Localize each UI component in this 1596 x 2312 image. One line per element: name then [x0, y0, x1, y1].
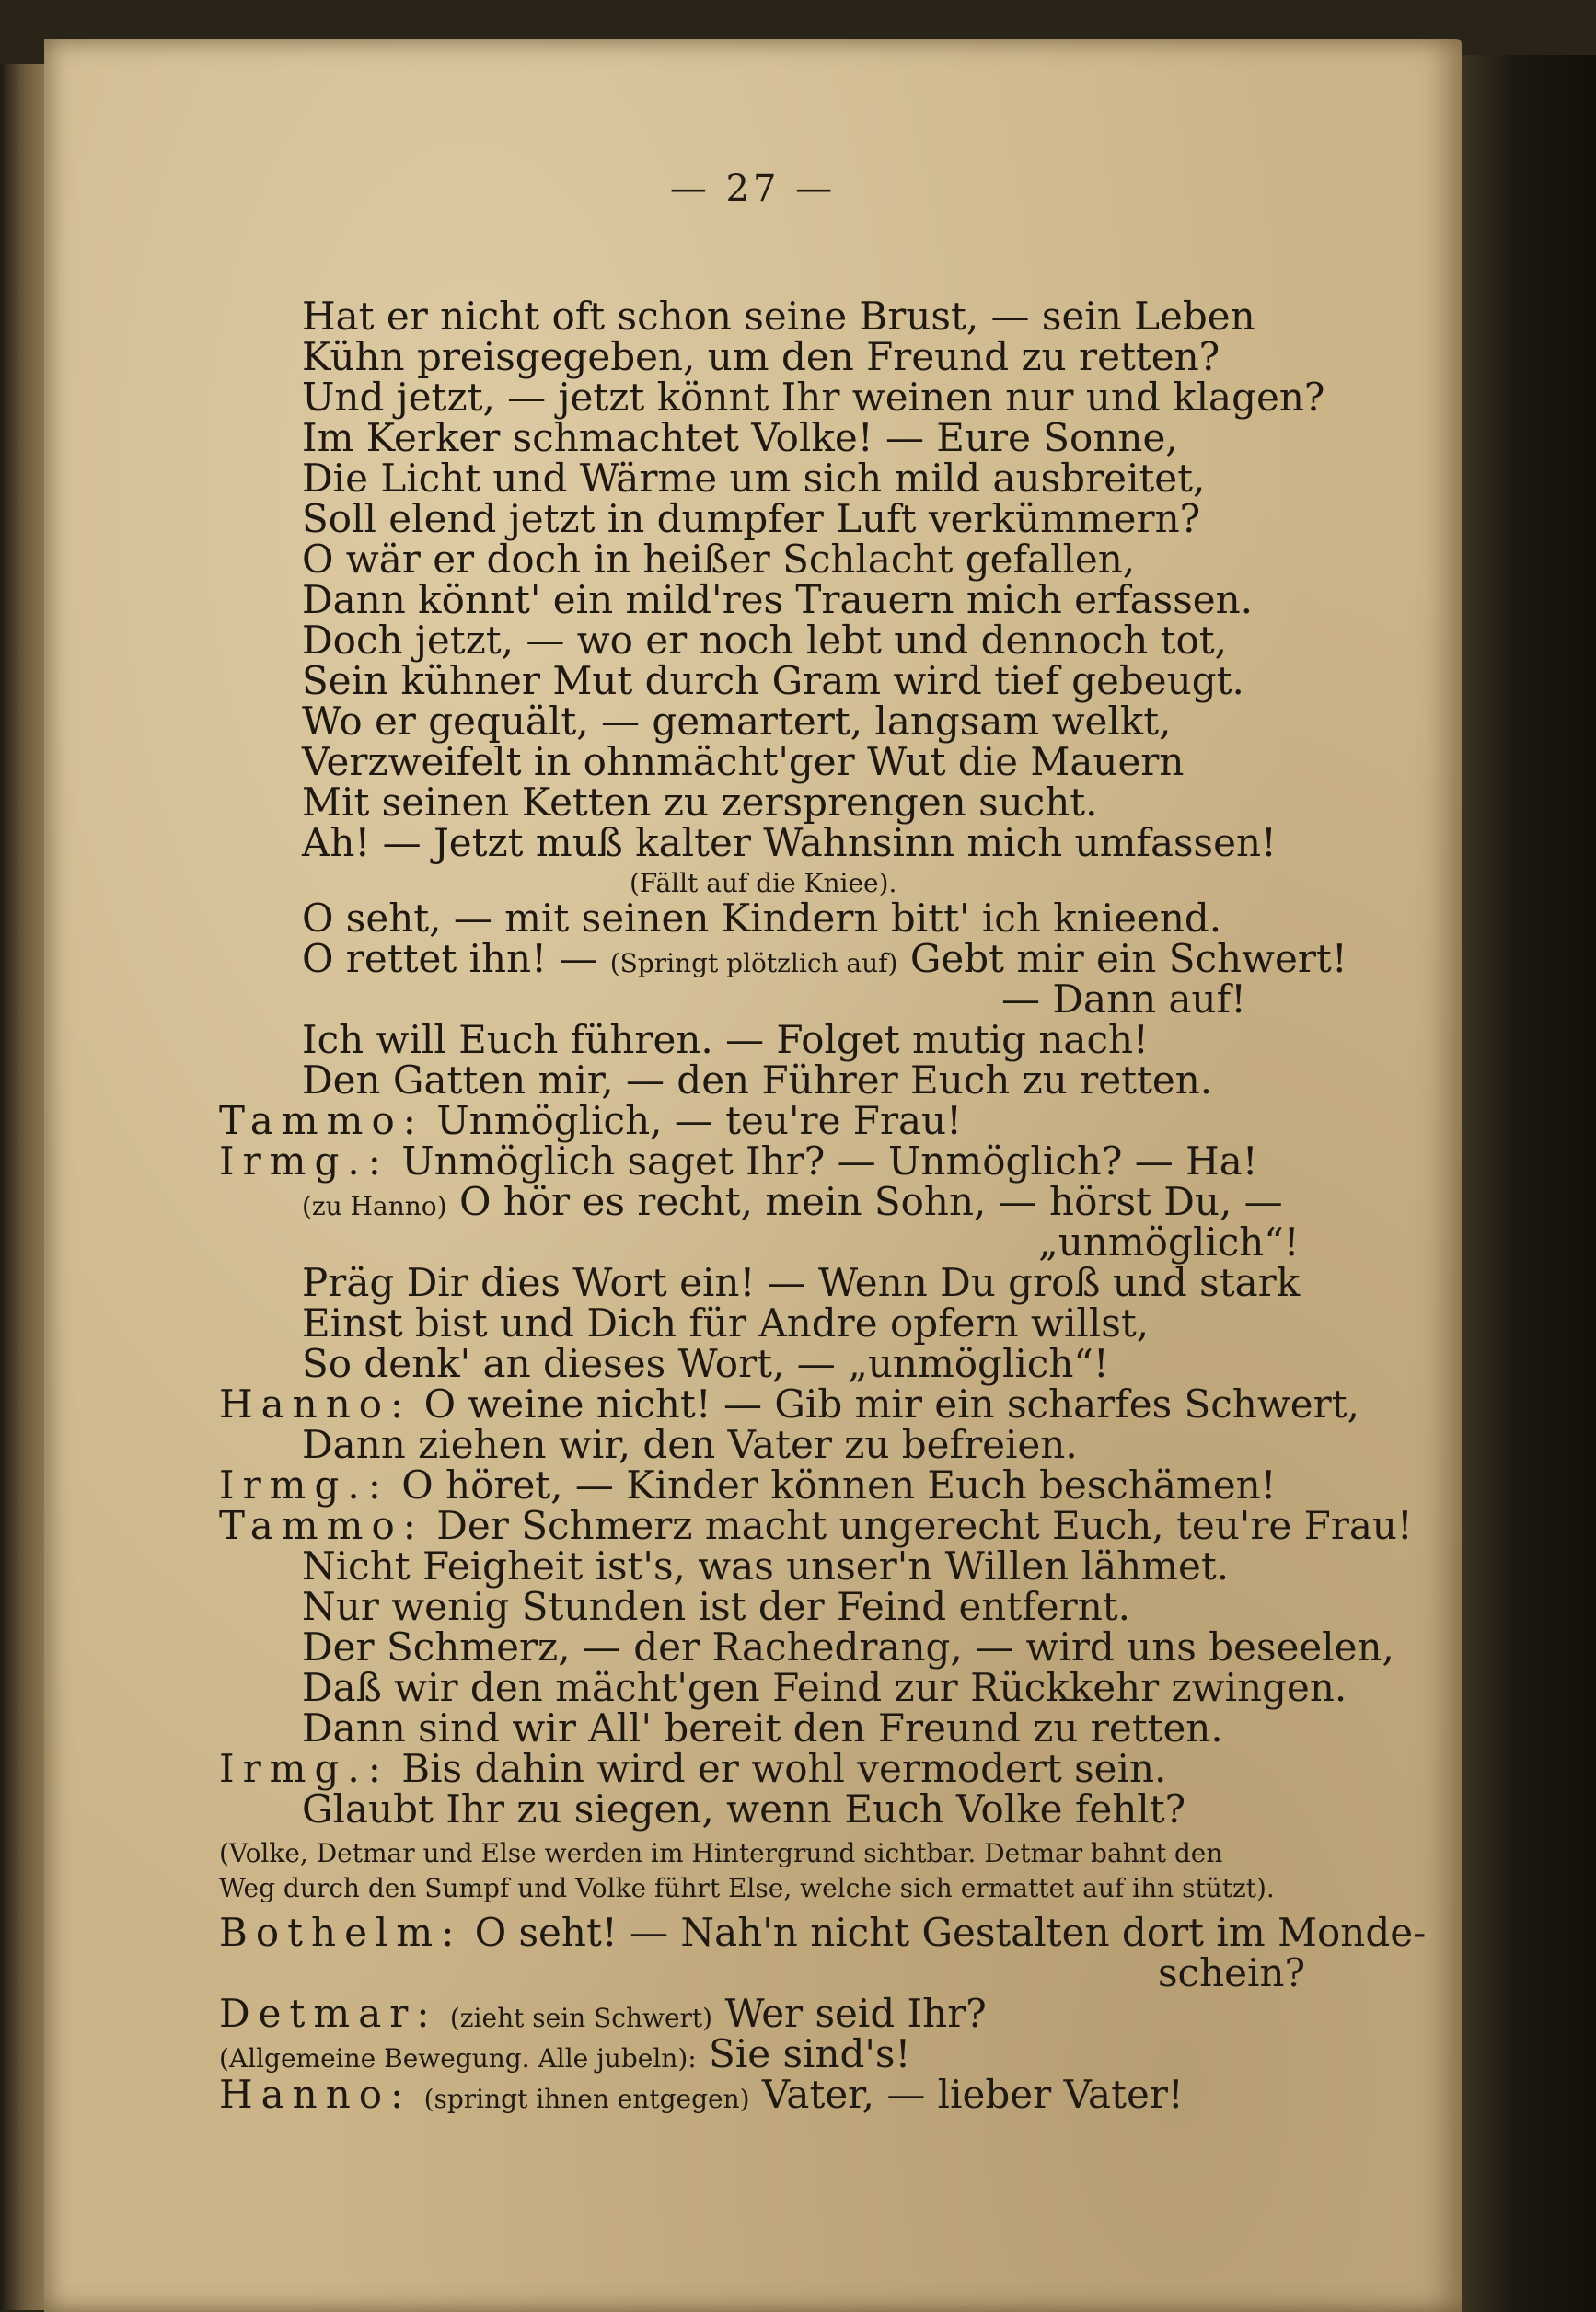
speaker-name: Irmg.: [219, 1139, 389, 1184]
verse-text: Wer seid Ihr? [724, 1991, 987, 2036]
speaker-name: Detmar: [219, 1991, 438, 2036]
verse-line: Hat er nicht oft schon seine Brust, — sein Leben [302, 294, 1255, 339]
speaker-name: Tammo: [219, 1098, 424, 1143]
verse-line: „unmöglich“! [1038, 1220, 1300, 1265]
page-number: — 27 — [669, 168, 837, 210]
dialogue-line [219, 1382, 1359, 1427]
dialogue-line [219, 1504, 1413, 1548]
verse-text: Sie sind's! [709, 2031, 911, 2076]
verse-line: schein? [1158, 1950, 1305, 1995]
verse-line: Mit seinen Ketten zu zersprengen sucht. [302, 780, 1098, 825]
verse-line: Sein kühner Mut durch Gram wird tief gebeugt. [302, 658, 1244, 703]
verse-text: Unmöglich, — teu're Frau! [436, 1098, 962, 1143]
dialogue-line [219, 1911, 1426, 1955]
verse-text: O hör es recht, mein Sohn, — hörst Du, — [458, 1179, 1283, 1224]
verse-line: Dann sind wir All' bereit den Freund zu retten. [302, 1705, 1223, 1751]
verse-line: O seht, — mit seinen Kindern bitt' ich knieend. [302, 896, 1222, 941]
verse-line: So denk' an dieses Wort, — „unmöglich“! [302, 1341, 1109, 1386]
dialogue-line [219, 1747, 1166, 1791]
book-page [44, 39, 1462, 2312]
verse-line: Kühn preisgegeben, um den Freund zu retten? [302, 334, 1220, 379]
speaker-name: Irmg.: [219, 1462, 389, 1508]
verse-text: Der Schmerz macht ungerecht Euch, teu're Frau! [436, 1503, 1413, 1548]
stage-direction: (Volke, Detmar und Else werden im Hintergrund sichtbar. Detmar bahnt den [219, 1838, 1223, 1868]
verse-line: Den Gatten mir, — den Führer Euch zu retten. [302, 1058, 1213, 1103]
verse-text: O rettet ihn! — [302, 936, 598, 981]
stage-direction: (zieht sein Schwert) [449, 2003, 713, 2033]
verse-line: — Dann auf! [1001, 977, 1247, 1022]
verse-line: Wo er gequält, — gemartert, langsam welkt, [302, 699, 1172, 744]
verse-line: Glaubt Ihr zu siegen, wenn Euch Volke fehlt? [302, 1786, 1186, 1832]
stage-direction: (zu Hanno) [302, 1191, 447, 1221]
verse-line: Nicht Feigheit ist's, was unser'n Willen lähmet. [302, 1543, 1230, 1589]
verse-line: Ich will Euch führen. — Folget mutig nach! [302, 1017, 1149, 1062]
verse-text: O weine nicht! — Gib mir ein scharfes Schwert, [423, 1381, 1359, 1427]
dialogue-line [219, 1139, 1258, 1184]
speaker-name: Hanno: [219, 2072, 412, 2117]
verse-line: Nur wenig Stunden ist der Feind entfernt. [302, 1584, 1130, 1629]
verse-line: Im Kerker schmachtet Volke! — Eure Sonne, [302, 415, 1178, 460]
verse-line: Daß wir den mächt'gen Feind zur Rückkehr zwingen. [302, 1665, 1347, 1710]
speaker-name: Tammo: [219, 1503, 424, 1548]
stage-direction: (Fällt auf die Kniee). [630, 868, 897, 898]
verse-line: Der Schmerz, — der Rachedrang, — wird uns beseelen, [302, 1624, 1394, 1670]
dialogue-line [219, 1463, 1277, 1508]
verse-line: Soll elend jetzt in dumpfer Luft verkümmern? [302, 496, 1201, 541]
left-page-edge [0, 64, 44, 2310]
verse-line: Dann könnt' ein mild'res Trauern mich erfassen. [302, 577, 1253, 622]
verse-line: Doch jetzt, — wo er noch lebt und dennoch tot, [302, 618, 1228, 663]
dialogue-line [219, 1099, 962, 1143]
stage-direction: (springt ihnen entgegen) [423, 2084, 750, 2114]
verse-line: Ah! — Jetzt muß kalter Wahnsinn mich umfassen! [302, 820, 1277, 865]
verse-line: Verzweifelt in ohnmächt'ger Wut die Mauern [302, 739, 1185, 784]
verse-line: Einst bist und Dich für Andre opfern willst, [302, 1300, 1150, 1346]
verse-line: Präg Dir dies Wort ein! — Wenn Du groß und stark [302, 1260, 1301, 1305]
book-spine-shadow [1462, 55, 1596, 2312]
verse-line: Dann ziehen wir, den Vater zu befreien. [302, 1422, 1078, 1467]
stage-direction: (Springt plötzlich auf) [609, 948, 898, 978]
speaker-name: Hanno: [219, 1381, 412, 1427]
verse-text: O seht! — Nah'n nicht Gestalten dort im Monde- [474, 1910, 1427, 1955]
verse-text: Vater, — lieber Vater! [761, 2072, 1184, 2117]
verse-line: Die Licht und Wärme um sich mild ausbreitet, [302, 456, 1206, 501]
speaker-name: Irmg.: [219, 1746, 389, 1791]
verse-line: O wär er doch in heißer Schlacht gefallen, [302, 537, 1136, 582]
stage-direction: (Allgemeine Bewegung. Alle jubeln): [219, 2043, 697, 2074]
verse-text: Bis dahin wird er wohl vermodert sein. [401, 1746, 1167, 1791]
dialogue-line [219, 2073, 1184, 2121]
verse-line: Und jetzt, — jetzt könnt Ihr weinen nur und klagen? [302, 375, 1325, 420]
speaker-name: Bothelm: [219, 1910, 463, 1955]
verse-text: O höret, — Kinder können Euch beschämen! [401, 1462, 1277, 1508]
stage-direction: Weg durch den Sumpf und Volke führt Else, welche sich ermattet auf ihn stützt). [219, 1873, 1275, 1903]
verse-text: Gebt mir ein Schwert! [909, 936, 1347, 981]
verse-text: Unmöglich saget Ihr? — Unmöglich? — Ha! [401, 1139, 1258, 1184]
